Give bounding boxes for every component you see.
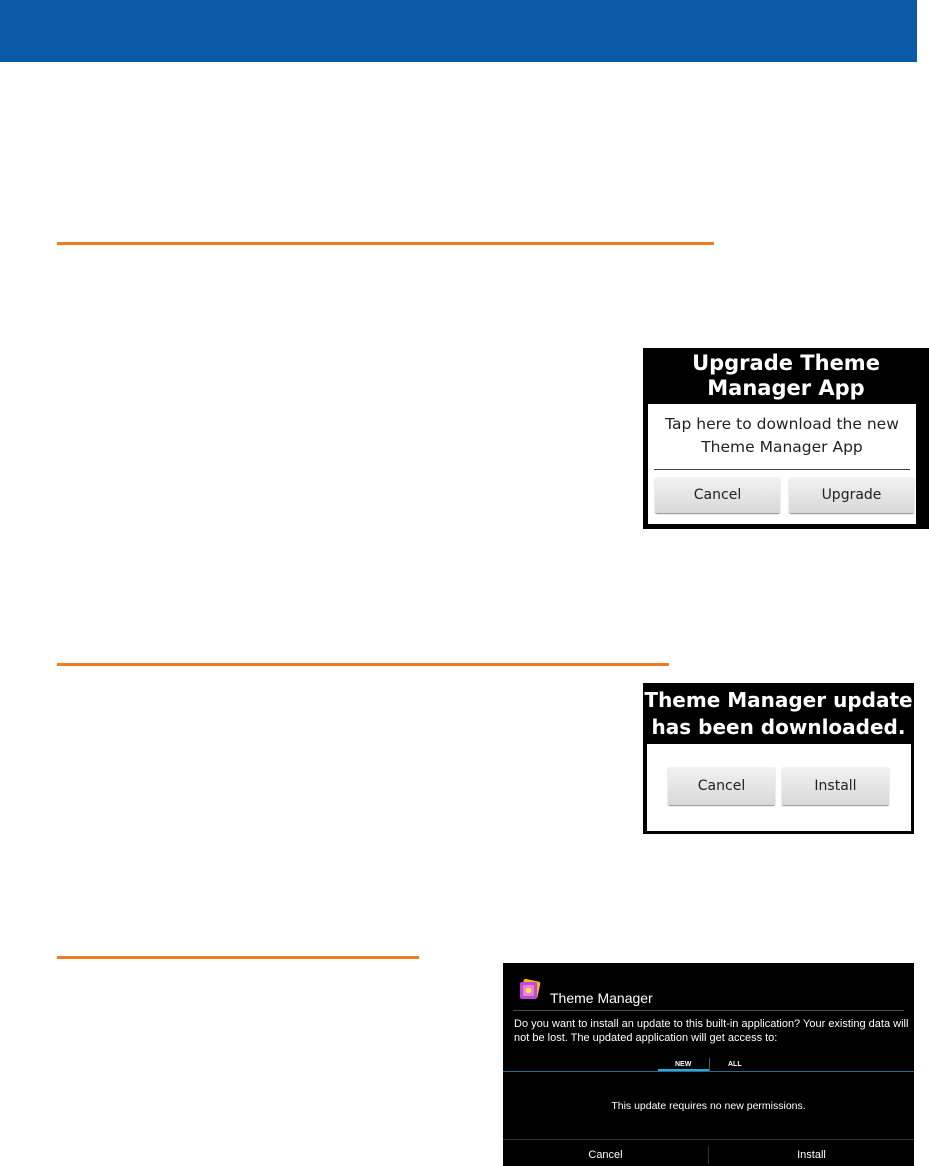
update-downloaded-body bbox=[647, 744, 911, 831]
section-rule bbox=[57, 956, 419, 959]
cancel-button[interactable]: Cancel bbox=[668, 767, 775, 805]
tab-new[interactable]: NEW bbox=[675, 1061, 692, 1068]
install-question: Do you want to install an update to this built-in application? Your existing data will not be lost. The updated application will get access to: bbox=[514, 1018, 909, 1044]
update-downloaded-dialog bbox=[643, 683, 914, 834]
upgrade-dialog-title: Upgrade Theme Manager App bbox=[692, 351, 880, 400]
cancel-button[interactable]: Cancel bbox=[655, 477, 780, 513]
app-name: Theme Manager bbox=[550, 990, 653, 1006]
tab-separator bbox=[709, 1058, 710, 1071]
update-downloaded-title: Theme Manager update has been downloaded. bbox=[644, 688, 913, 739]
install-button[interactable]: Install bbox=[797, 1149, 826, 1161]
header-bar bbox=[0, 0, 917, 62]
upgrade-button[interactable]: Upgrade bbox=[789, 477, 914, 513]
upgrade-dialog-body bbox=[648, 404, 916, 524]
upgrade-dialog bbox=[643, 348, 929, 529]
cancel-button[interactable]: Cancel bbox=[588, 1149, 623, 1161]
install-button[interactable]: Install bbox=[782, 767, 889, 805]
divider bbox=[513, 1010, 904, 1011]
upgrade-dialog-message[interactable]: Tap here to download the new Theme Manager App bbox=[665, 415, 899, 456]
no-permissions-message: This update requires no new permissions. bbox=[611, 1100, 806, 1112]
install-update-screen bbox=[503, 963, 914, 1166]
divider bbox=[503, 1139, 914, 1140]
tab-all[interactable]: ALL bbox=[728, 1061, 742, 1068]
divider bbox=[503, 1071, 914, 1072]
section-rule bbox=[57, 663, 669, 666]
theme-manager-app-icon bbox=[519, 979, 541, 1001]
divider bbox=[654, 469, 910, 470]
section-rule bbox=[57, 242, 714, 245]
